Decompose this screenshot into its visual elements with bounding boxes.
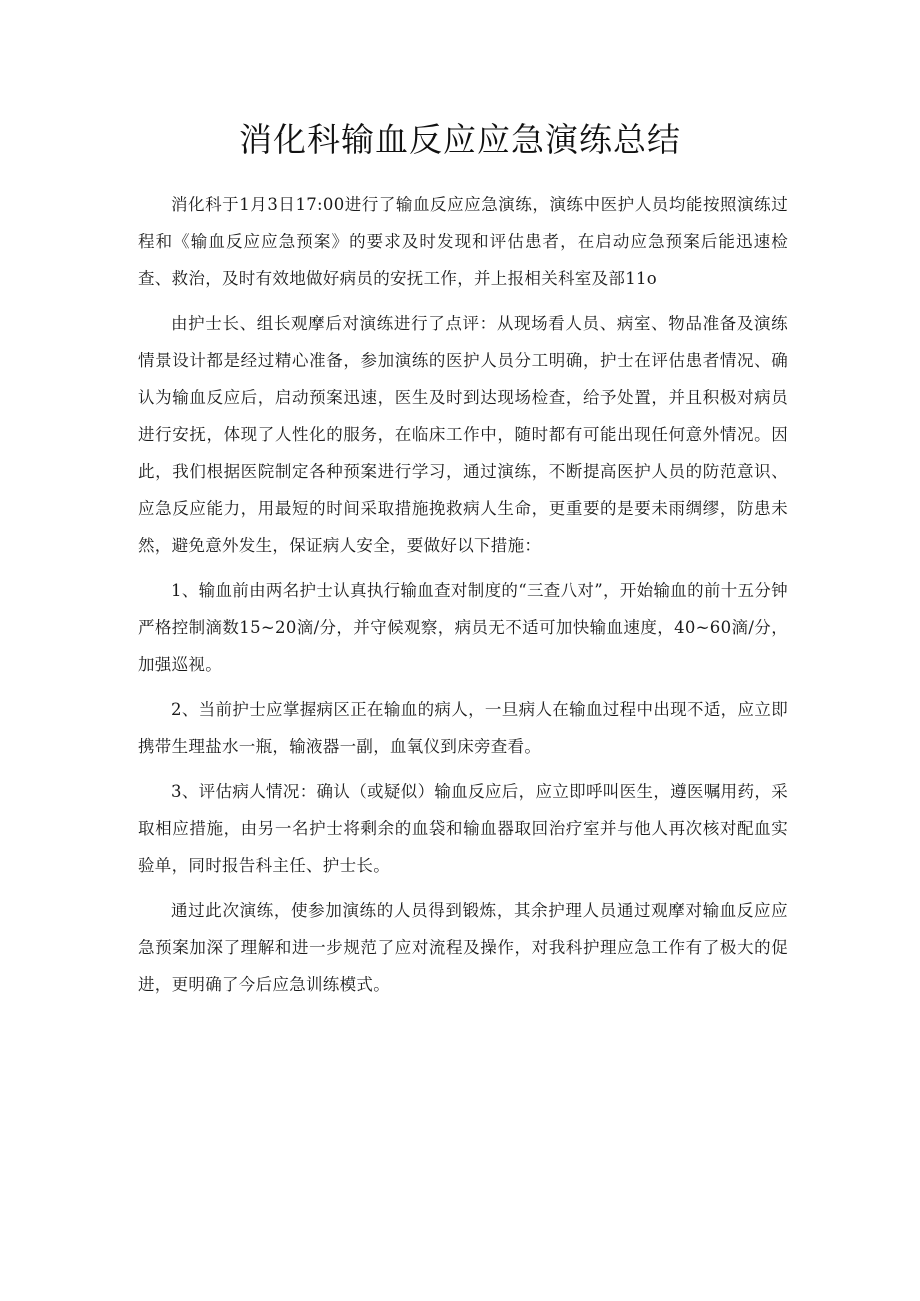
paragraph-intro: 消化科于1月3日17:00进行了输血反应应急演练，演练中医护人员均能按照演练过程和《输血反应应急预案》的要求及时发现和评估患者，在启动应急预案后能迅速检查、救治，及时有效地做好病员的安抚工作，并上报相关科室及部11o: [138, 195, 788, 288]
document-body: [138, 186, 788, 1011]
document-title: 消化科输血反应应急演练总结: [239, 120, 681, 159]
paragraph-measure-1: 1、输血前由两名护士认真执行输血查对制度的“三查八对”，开始输血的前十五分钟严格控制滴数15~20滴/分，并守候观察，病员无不适可加快输血速度，40~60滴/分，加强巡视。: [138, 581, 788, 674]
paragraph-review: 由护士长、组长观摩后对演练进行了点评：从现场看人员、病室、物品准备及演练情景设计都是经过精心准备，参加演练的医护人员分工明确，护士在评估患者情况、确认为输血反应后，启动预案迅速，医生及时到达现场检查，给予处置，并且积极对病员进行安抚，体现了人性化的服务，在临床工作中，随时都有可能出现任何意外情况。因此，我们根据医院制定各种预案进行学习，通过演练，不断提高医护人员的防范意识、应急反应能力，用最短的时间采取措施挽救病人生命，更重要的是要未雨绸缪，防患未然，避免意外发生，保证病人安全，要做好以下措施：: [138, 314, 788, 555]
paragraph-measure-2: 2、当前护士应掌握病区正在输血的病人，一旦病人在输血过程中出现不适，应立即携带生理盐水一瓶，输液器一副，血氧仪到床旁查看。: [138, 700, 788, 756]
paragraph-conclusion: 通过此次演练，使参加演练的人员得到锻炼，其余护理人员通过观摩对输血反应应急预案加深了理解和进一步规范了应对流程及操作，对我科护理应急工作有了极大的促进，更明确了今后应急训练模式。: [138, 901, 788, 994]
paragraph-measure-3: 3、评估病人情况：确认（或疑似）输血反应后，应立即呼叫医生，遵医嘱用药，采取相应措施，由另一名护士将剩余的血袋和输血器取回治疗室并与他人再次核对配血实验单，同时报告科主任、护士长。: [138, 782, 788, 875]
